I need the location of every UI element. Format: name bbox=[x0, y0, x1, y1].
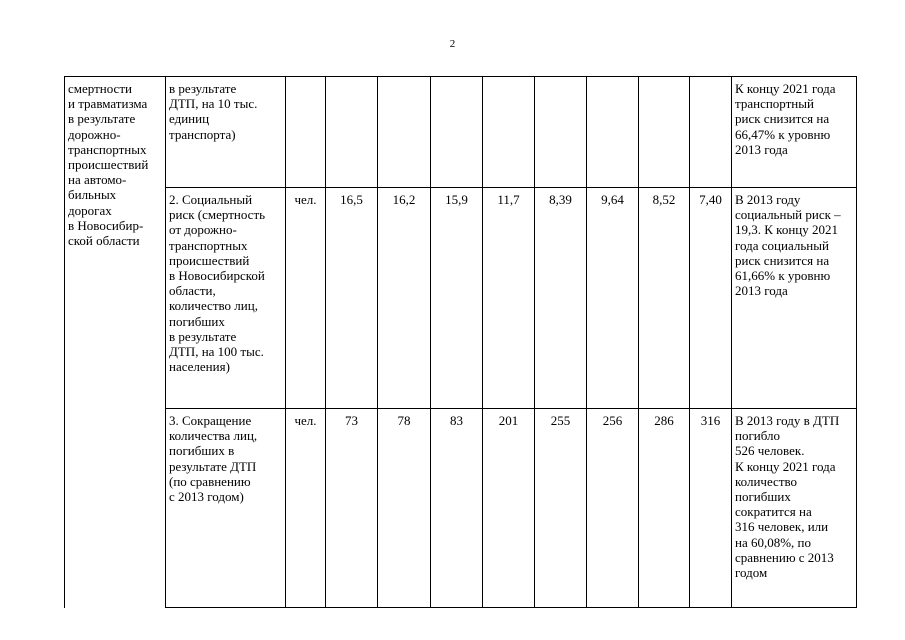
value-cell: 7,40 bbox=[690, 188, 732, 409]
note-cell: В 2013 году в ДТП погибло 526 человек. К концу 2021 года количество погибших сократится на 316 человек, или на 60,08%, по сравнению с 2013 годом bbox=[732, 409, 857, 608]
value-cell bbox=[639, 77, 690, 188]
table-row bbox=[65, 77, 857, 188]
indicator-cell: в результате ДТП, на 10 тыс. единиц транспорта) bbox=[166, 77, 286, 188]
value-cell: 73 bbox=[326, 409, 378, 608]
value-cell bbox=[587, 77, 639, 188]
table-row bbox=[65, 188, 857, 409]
value-cell: 78 bbox=[378, 409, 431, 608]
value-cell bbox=[690, 77, 732, 188]
value-cell bbox=[483, 77, 535, 188]
table-row bbox=[65, 409, 857, 608]
value-cell bbox=[431, 77, 483, 188]
page-number: 2 bbox=[449, 38, 456, 50]
value-cell: 316 bbox=[690, 409, 732, 608]
value-cell: 83 bbox=[431, 409, 483, 608]
value-cell: 16,2 bbox=[378, 188, 431, 409]
value-cell: 15,9 bbox=[431, 188, 483, 409]
unit-cell: чел. bbox=[286, 188, 326, 409]
value-cell: 8,52 bbox=[639, 188, 690, 409]
unit-cell: чел. bbox=[286, 409, 326, 608]
indicator-cell: 2. Социальный риск (смертность от дорожно- транспортных происшествий в Новосибирской области, количество лиц, погибших в результате ДТП, на 100 тыс. населения) bbox=[166, 188, 286, 409]
unit-cell bbox=[286, 77, 326, 188]
value-cell bbox=[378, 77, 431, 188]
value-cell: 11,7 bbox=[483, 188, 535, 409]
value-cell bbox=[535, 77, 587, 188]
note-cell: К концу 2021 года транспортный риск снизится на 66,47% к уровню 2013 года bbox=[732, 77, 857, 188]
goal-cell: смертности и травматизма в результате дорожно- транспортных происшествий на автомо- бильных дорогах в Новосибир- ской области bbox=[65, 77, 166, 608]
value-cell bbox=[326, 77, 378, 188]
value-cell: 16,5 bbox=[326, 188, 378, 409]
value-cell: 8,39 bbox=[535, 188, 587, 409]
value-cell: 9,64 bbox=[587, 188, 639, 409]
value-cell: 255 bbox=[535, 409, 587, 608]
value-cell: 256 bbox=[587, 409, 639, 608]
value-cell: 201 bbox=[483, 409, 535, 608]
value-cell: 286 bbox=[639, 409, 690, 608]
indicator-cell: 3. Сокращение количества лиц, погибших в результате ДТП (по сравнению с 2013 годом) bbox=[166, 409, 286, 608]
note-cell: В 2013 году социальный риск – 19,3. К концу 2021 года социальный риск снизится на 61,66% к уровню 2013 года bbox=[732, 188, 857, 409]
indicators-table bbox=[64, 76, 857, 608]
